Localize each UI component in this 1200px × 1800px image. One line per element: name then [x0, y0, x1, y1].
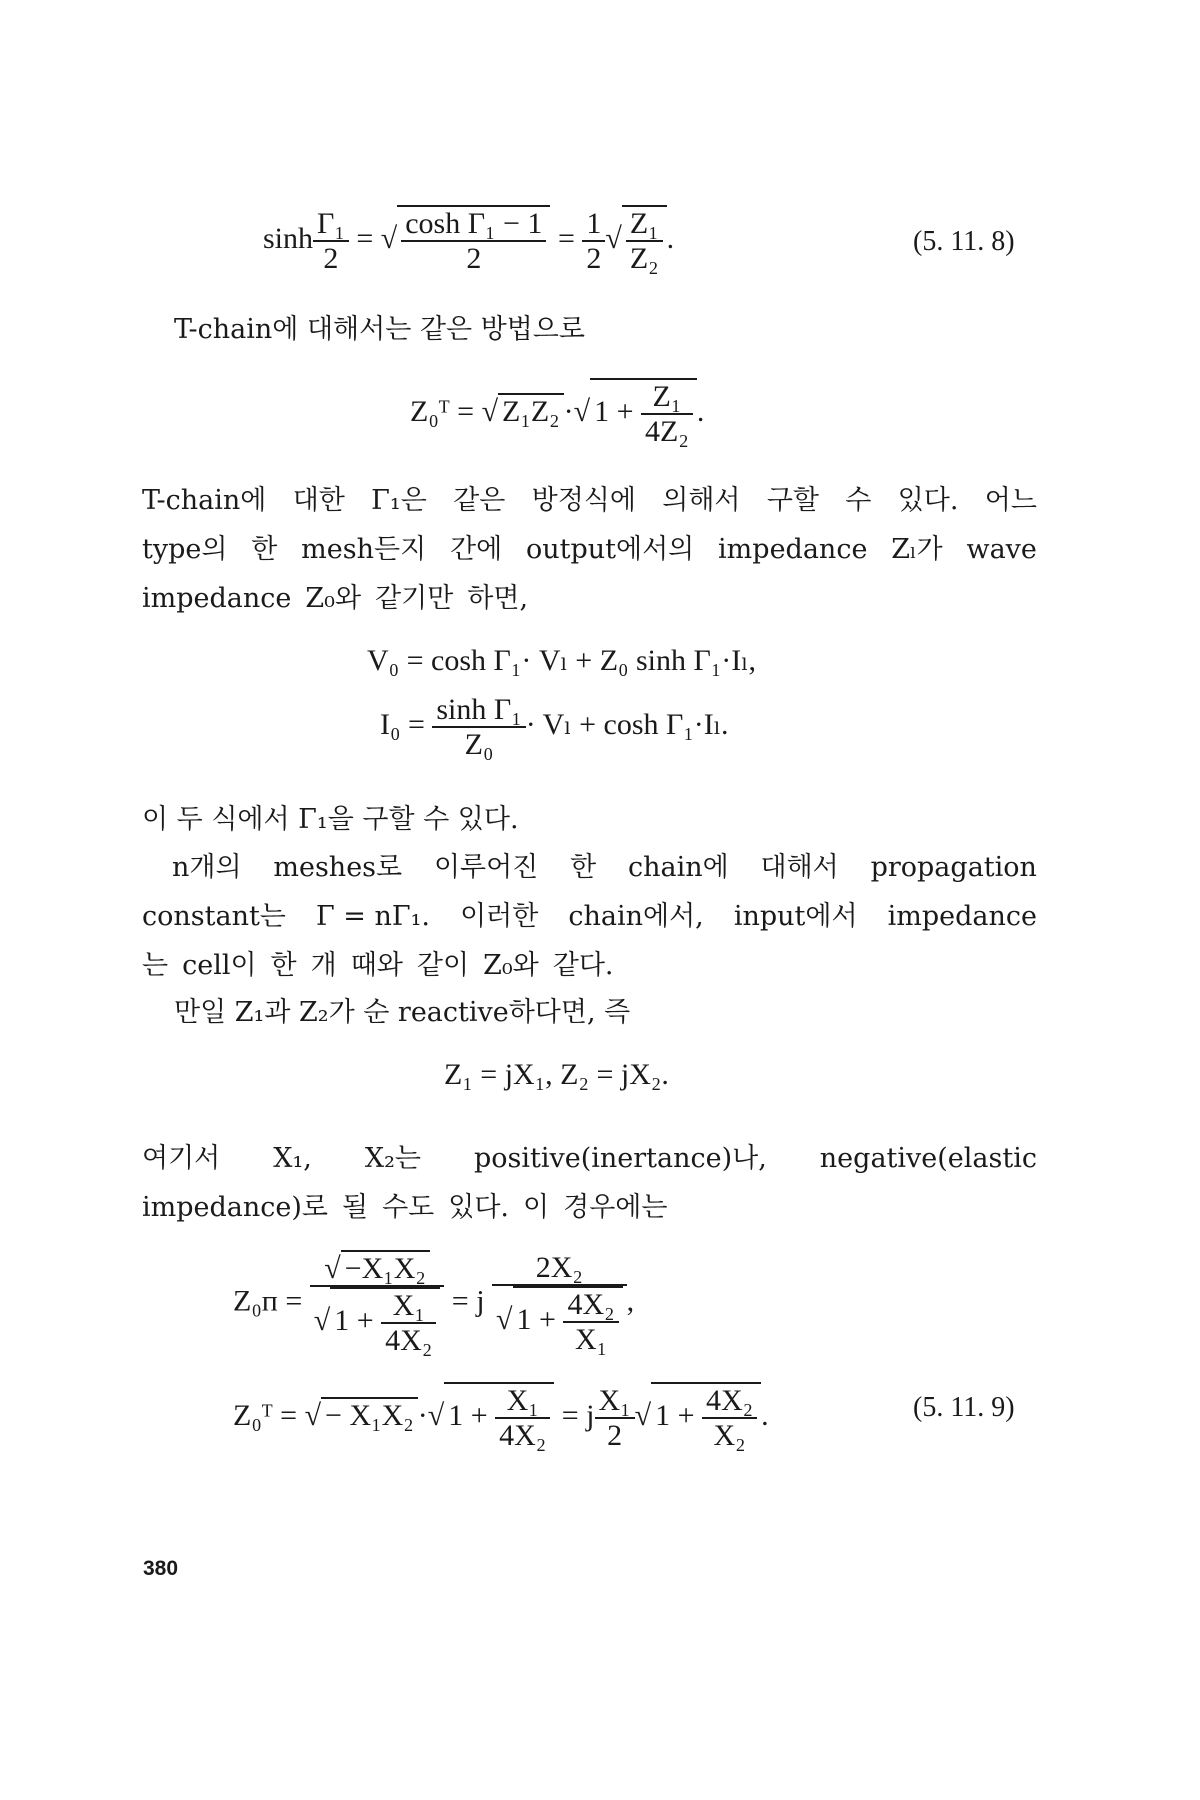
- equation-z1-z2: Z₁ = jX₁, Z₂ = jX₂.: [444, 1058, 669, 1091]
- paragraph-n-meshes: [142, 843, 1037, 990]
- text-line: impedance)로 될 수도 있다. 이 경우에는: [142, 1192, 668, 1223]
- equation-number-5-11-8: (5. 11. 8): [913, 226, 1015, 257]
- text-line: 는 cell이 한 개 때와 같이 Z₀와 같다.: [142, 950, 614, 981]
- paragraph-gamma-solution: [142, 476, 1037, 623]
- text-line: constant는 Γ = nΓ₁. 이러한 chain에서, input에서 impedance: [142, 901, 1037, 932]
- paragraph-tchain-intro: T-chain에 대해서는 같은 방법으로: [174, 314, 585, 345]
- page-number: 380: [143, 1557, 179, 1580]
- text-line: 여기서 X₁, X₂는 positive(inertance)나, negative(elastic: [142, 1143, 1037, 1174]
- radical-sign: √: [380, 221, 398, 255]
- eq-frac-gamma-over-2: $\frac{\text{Γ₁}}{2}$: [313, 207, 349, 275]
- equation-z0t-first: Z₀ᵀ = √ Z₁Z₂ ·√ 1 + $\frac{\text{Z₁}}{\text{4Z₂}}$ .: [410, 380, 705, 448]
- equation-i0: I₀ = $\frac{\text{sinh Γ₁}}{\text{Z₀}}$ · Vₗ + cosh Γ₁·Iₗ.: [380, 693, 729, 761]
- text-line: impedance Z₀와 같기만 하면,: [142, 583, 529, 614]
- equation-z0-pi: Z₀ᴨ = √ −X₁X₂ √ 1 + $\frac{\text{X₁}}{\text{4X₂}}$ = j 2X₂ √ 1 + $\frac{\text{4X₂}}{\text{X₁}}$ ,: [233, 1251, 635, 1357]
- equation-5-11-8: sinh $\frac{\text{Γ₁}}{2}$ = √ $\frac{\text{cosh Γ₁ − 1}}{2}$ = $\frac{1}{2}$ √ $\frac{\text{Z₁}}{\text{Z₂}}$ .: [263, 207, 675, 275]
- equation-number-5-11-9: (5. 11. 9): [913, 1392, 1015, 1423]
- text-line: n개의 meshes로 이루어진 한 chain에 대해서 propagation: [172, 852, 1037, 883]
- paragraph-two-equations: 이 두 식에서 Γ₁을 구할 수 있다.: [142, 804, 519, 835]
- equation-5-11-9: Z₀ᵀ = √ − X₁X₂ ·√ 1 + $\frac{\text{X₁}}{\text{4X₂}}$ = j $\frac{\text{X₁}}{2}$ √ 1 + $\frac{\text{4X₂}}{\text{X₂}}$ .: [233, 1384, 769, 1452]
- text-line: T-chain에 대한 Γ₁은 같은 방정식에 의해서 구할 수 있다. 어느: [142, 485, 1037, 516]
- paragraph-pure-reactive: 만일 Z₁과 Z₂가 순 reactive하다면, 즉: [174, 997, 631, 1028]
- paragraph-x1-x2: [142, 1134, 1037, 1232]
- text-line: type의 한 mesh든지 간에 output에서의 impedance Zₗ가 wave: [142, 534, 1037, 565]
- equation-v0: V₀ = cosh Γ₁· Vₗ + Z₀ sinh Γ₁·Iₗ,: [367, 644, 757, 677]
- eq-sinh: sinh: [263, 221, 314, 255]
